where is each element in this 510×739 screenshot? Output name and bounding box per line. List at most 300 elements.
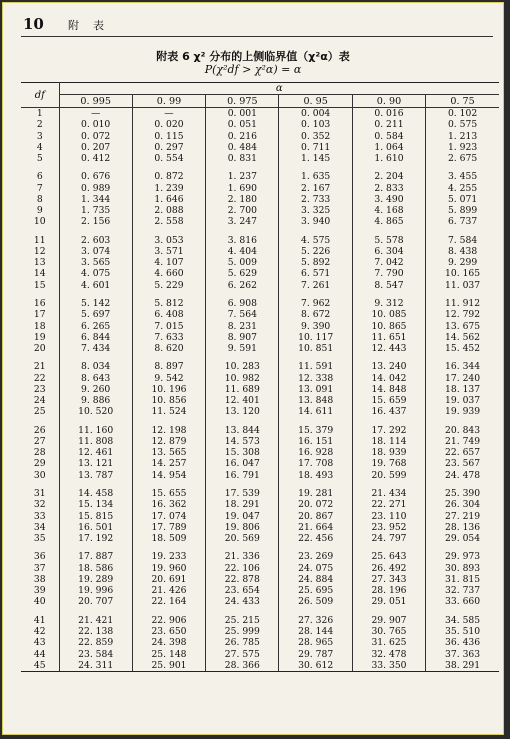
value-cell: 23. 654 [206, 585, 279, 596]
value-cell: 33. 660 [426, 596, 499, 607]
value-cell: 0. 676 [59, 171, 132, 182]
value-cell: 10. 165 [426, 268, 499, 279]
value-cell: 24. 075 [279, 563, 352, 574]
value-cell: 20. 843 [426, 425, 499, 436]
value-cell: 16. 362 [132, 499, 205, 510]
df-header: df [21, 83, 59, 108]
table-row [21, 343, 499, 354]
alpha-column-header: 0. 95 [279, 95, 352, 108]
value-cell: 8. 907 [206, 332, 279, 343]
df-cell: 29 [21, 458, 59, 469]
table-row [21, 257, 499, 268]
value-cell: 30. 612 [279, 660, 352, 672]
table-row [21, 108, 499, 120]
value-cell: 7. 434 [59, 343, 132, 354]
value-cell: 5. 578 [352, 235, 425, 246]
value-cell: 1. 610 [352, 153, 425, 164]
df-cell: 1 [21, 108, 59, 120]
value-cell: 33. 350 [352, 660, 425, 672]
value-cell: 9. 299 [426, 257, 499, 268]
value-cell: 24. 433 [206, 596, 279, 607]
value-cell: 26. 304 [426, 499, 499, 510]
value-cell: 25. 695 [279, 585, 352, 596]
value-cell: 18. 291 [206, 499, 279, 510]
value-cell: 18. 586 [59, 563, 132, 574]
value-cell: 29. 907 [352, 615, 425, 626]
table-row [21, 649, 499, 660]
value-cell: 27. 343 [352, 574, 425, 585]
table-row [21, 563, 499, 574]
value-cell: 23. 567 [426, 458, 499, 469]
value-cell: 3. 571 [132, 246, 205, 257]
value-cell: 13. 787 [59, 470, 132, 481]
value-cell: 4. 255 [426, 183, 499, 194]
df-cell: 38 [21, 574, 59, 585]
df-cell: 18 [21, 321, 59, 332]
value-cell: 1. 237 [206, 171, 279, 182]
value-cell: 27. 575 [206, 649, 279, 660]
value-cell: 6. 908 [206, 298, 279, 309]
value-cell: 23. 650 [132, 626, 205, 637]
value-cell: — [59, 108, 132, 120]
value-cell: 12. 792 [426, 309, 499, 320]
value-cell: 15. 655 [132, 488, 205, 499]
value-cell: 0. 051 [206, 119, 279, 130]
value-cell: 4. 575 [279, 235, 352, 246]
value-cell: 11. 808 [59, 436, 132, 447]
value-cell: 24. 797 [352, 533, 425, 544]
value-cell: 19. 047 [206, 511, 279, 522]
table-row [21, 119, 499, 130]
value-cell: 19. 960 [132, 563, 205, 574]
value-cell: 6. 737 [426, 216, 499, 227]
value-cell: 14. 458 [59, 488, 132, 499]
table-row [21, 280, 499, 291]
page [2, 2, 504, 735]
value-cell: 5. 892 [279, 257, 352, 268]
table-row [21, 309, 499, 320]
value-cell: 15. 452 [426, 343, 499, 354]
value-cell: 21. 336 [206, 551, 279, 562]
alpha-column-header: 0. 75 [426, 95, 499, 108]
value-cell: 1. 213 [426, 131, 499, 142]
value-cell: 4. 404 [206, 246, 279, 257]
df-cell: 43 [21, 637, 59, 648]
df-cell: 28 [21, 447, 59, 458]
df-cell: 41 [21, 615, 59, 626]
value-cell: 2. 733 [279, 194, 352, 205]
value-cell: 14. 562 [426, 332, 499, 343]
df-cell: 21 [21, 361, 59, 372]
value-cell: 8. 672 [279, 309, 352, 320]
table-row [21, 551, 499, 562]
value-cell: 0. 010 [59, 119, 132, 130]
value-cell: 9. 886 [59, 395, 132, 406]
value-cell: 0. 554 [132, 153, 205, 164]
value-cell: 21. 749 [426, 436, 499, 447]
value-cell: 24. 311 [59, 660, 132, 672]
value-cell: 20. 691 [132, 574, 205, 585]
value-cell: 26. 492 [352, 563, 425, 574]
alpha-header: α [59, 83, 499, 95]
value-cell: 10. 520 [59, 406, 132, 417]
group-spacer [21, 481, 499, 488]
table-row [21, 171, 499, 182]
df-cell: 45 [21, 660, 59, 672]
table-row [21, 332, 499, 343]
value-cell: 5. 812 [132, 298, 205, 309]
table-row [21, 596, 499, 607]
value-cell: 10. 283 [206, 361, 279, 372]
value-cell: 2. 700 [206, 205, 279, 216]
value-cell: 5. 009 [206, 257, 279, 268]
value-cell: 0. 103 [279, 119, 352, 130]
value-cell: 11. 651 [352, 332, 425, 343]
value-cell: 28. 196 [352, 585, 425, 596]
value-cell: 13. 675 [426, 321, 499, 332]
value-cell: 2. 167 [279, 183, 352, 194]
alpha-column-header: 0. 99 [132, 95, 205, 108]
group-spacer [21, 544, 499, 551]
table-formula: P(χ²df > χ²α) = α [204, 63, 302, 76]
value-cell: 10. 196 [132, 384, 205, 395]
value-cell: 12. 198 [132, 425, 205, 436]
value-cell: 21. 426 [132, 585, 205, 596]
value-cell: 11. 037 [426, 280, 499, 291]
df-cell: 3 [21, 131, 59, 142]
df-cell: 9 [21, 205, 59, 216]
value-cell: 4. 075 [59, 268, 132, 279]
value-cell: 23. 269 [279, 551, 352, 562]
df-cell: 16 [21, 298, 59, 309]
value-cell: 7. 633 [132, 332, 205, 343]
value-cell: 6. 262 [206, 280, 279, 291]
value-cell: 17. 789 [132, 522, 205, 533]
value-cell: 1. 064 [352, 142, 425, 153]
value-cell: 24. 398 [132, 637, 205, 648]
df-cell: 33 [21, 511, 59, 522]
value-cell: 2. 675 [426, 153, 499, 164]
value-cell: 5. 142 [59, 298, 132, 309]
value-cell: 18. 137 [426, 384, 499, 395]
value-cell: 30. 765 [352, 626, 425, 637]
value-cell: 1. 344 [59, 194, 132, 205]
value-cell: 2. 204 [352, 171, 425, 182]
group-spacer [21, 354, 499, 361]
df-cell: 8 [21, 194, 59, 205]
df-cell: 23 [21, 384, 59, 395]
value-cell: 13. 240 [352, 361, 425, 372]
section-name: 附表 [68, 19, 119, 32]
table-row [21, 522, 499, 533]
table-row [21, 235, 499, 246]
df-cell: 32 [21, 499, 59, 510]
table-row [21, 153, 499, 164]
value-cell: 4. 601 [59, 280, 132, 291]
table-row [21, 183, 499, 194]
df-cell: 31 [21, 488, 59, 499]
alpha-column-header: 0. 995 [59, 95, 132, 108]
value-cell: 10. 865 [352, 321, 425, 332]
value-cell: 6. 844 [59, 332, 132, 343]
table-row [21, 246, 499, 257]
value-cell: 5. 226 [279, 246, 352, 257]
value-cell: 0. 020 [132, 119, 205, 130]
value-cell: 4. 660 [132, 268, 205, 279]
df-cell: 7 [21, 183, 59, 194]
value-cell: 23. 952 [352, 522, 425, 533]
value-cell: 22. 138 [59, 626, 132, 637]
value-cell: 21. 664 [279, 522, 352, 533]
value-cell: 5. 071 [426, 194, 499, 205]
value-cell: 3. 940 [279, 216, 352, 227]
value-cell: 9. 591 [206, 343, 279, 354]
value-cell: 5. 229 [132, 280, 205, 291]
value-cell: 11. 591 [279, 361, 352, 372]
df-cell: 13 [21, 257, 59, 268]
table-row [21, 499, 499, 510]
value-cell: 0. 352 [279, 131, 352, 142]
value-cell: 17. 074 [132, 511, 205, 522]
table-row [21, 574, 499, 585]
value-cell: 19. 233 [132, 551, 205, 562]
table-row [21, 436, 499, 447]
table-row [21, 511, 499, 522]
value-cell: 34. 585 [426, 615, 499, 626]
table-row [21, 142, 499, 153]
value-cell: 22. 106 [206, 563, 279, 574]
value-cell: 5. 697 [59, 309, 132, 320]
value-cell: 10. 085 [352, 309, 425, 320]
value-cell: 9. 390 [279, 321, 352, 332]
value-cell: 29. 973 [426, 551, 499, 562]
value-cell: 3. 247 [206, 216, 279, 227]
value-cell: 7. 261 [279, 280, 352, 291]
value-cell: 7. 042 [352, 257, 425, 268]
value-cell: 0. 211 [352, 119, 425, 130]
df-cell: 44 [21, 649, 59, 660]
value-cell: 24. 884 [279, 574, 352, 585]
value-cell: 0. 584 [352, 131, 425, 142]
chi-square-table [21, 82, 499, 672]
table-row [21, 425, 499, 436]
value-cell: 8. 231 [206, 321, 279, 332]
value-cell: 4. 168 [352, 205, 425, 216]
value-cell: 25. 148 [132, 649, 205, 660]
df-cell: 5 [21, 153, 59, 164]
table-row [21, 321, 499, 332]
value-cell: 20. 072 [279, 499, 352, 510]
df-cell: 27 [21, 436, 59, 447]
value-cell: 22. 859 [59, 637, 132, 648]
value-cell: 11. 160 [59, 425, 132, 436]
value-cell: 25. 643 [352, 551, 425, 562]
value-cell: 3. 074 [59, 246, 132, 257]
value-cell: 7. 962 [279, 298, 352, 309]
value-cell: 22. 657 [426, 447, 499, 458]
df-cell: 25 [21, 406, 59, 417]
df-cell: 19 [21, 332, 59, 343]
table-row [21, 406, 499, 417]
value-cell: 19. 281 [279, 488, 352, 499]
value-cell: 26. 785 [206, 637, 279, 648]
value-cell: 15. 308 [206, 447, 279, 458]
df-cell: 20 [21, 343, 59, 354]
value-cell: 13. 565 [132, 447, 205, 458]
value-cell: 3. 053 [132, 235, 205, 246]
value-cell: 17. 240 [426, 373, 499, 384]
table-row [21, 615, 499, 626]
df-cell: 39 [21, 585, 59, 596]
value-cell: 6. 265 [59, 321, 132, 332]
value-cell: 2. 558 [132, 216, 205, 227]
value-cell: 12. 461 [59, 447, 132, 458]
table-row [21, 458, 499, 469]
value-cell: 0. 004 [279, 108, 352, 120]
value-cell: 6. 304 [352, 246, 425, 257]
table-row [21, 488, 499, 499]
value-cell: 1. 239 [132, 183, 205, 194]
value-cell: 9. 260 [59, 384, 132, 395]
value-cell: 3. 565 [59, 257, 132, 268]
value-cell: 3. 490 [352, 194, 425, 205]
value-cell: 10. 117 [279, 332, 352, 343]
value-cell: 0. 831 [206, 153, 279, 164]
value-cell: 14. 848 [352, 384, 425, 395]
value-cell: 18. 509 [132, 533, 205, 544]
value-cell: 12. 879 [132, 436, 205, 447]
value-cell: 8. 034 [59, 361, 132, 372]
value-cell: 23. 584 [59, 649, 132, 660]
value-cell: 1. 690 [206, 183, 279, 194]
alpha-column-header: 0. 90 [352, 95, 425, 108]
value-cell: 28. 144 [279, 626, 352, 637]
df-cell: 14 [21, 268, 59, 279]
value-cell: 0. 016 [352, 108, 425, 120]
value-cell: 25. 901 [132, 660, 205, 672]
value-cell: 25. 390 [426, 488, 499, 499]
table-title: 附表 6 χ² 分布的上侧临界值（χ²α）表 [156, 50, 350, 63]
value-cell: 19. 806 [206, 522, 279, 533]
value-cell: 23. 110 [352, 511, 425, 522]
value-cell: 0. 872 [132, 171, 205, 182]
value-cell: 16. 047 [206, 458, 279, 469]
table-row [21, 373, 499, 384]
value-cell: 22. 271 [352, 499, 425, 510]
value-cell: 8. 620 [132, 343, 205, 354]
value-cell: 35. 510 [426, 626, 499, 637]
value-cell: 4. 107 [132, 257, 205, 268]
df-cell: 4 [21, 142, 59, 153]
value-cell: 2. 833 [352, 183, 425, 194]
value-cell: 11. 912 [426, 298, 499, 309]
table-row [21, 395, 499, 406]
value-cell: 22. 456 [279, 533, 352, 544]
value-cell: 25. 999 [206, 626, 279, 637]
value-cell: 8. 438 [426, 246, 499, 257]
value-cell: 16. 501 [59, 522, 132, 533]
value-cell: 0. 711 [279, 142, 352, 153]
value-cell: 29. 051 [352, 596, 425, 607]
value-cell: 29. 787 [279, 649, 352, 660]
value-cell: 0. 115 [132, 131, 205, 142]
df-cell: 37 [21, 563, 59, 574]
value-cell: 17. 539 [206, 488, 279, 499]
value-cell: 19. 768 [352, 458, 425, 469]
value-cell: 28. 965 [279, 637, 352, 648]
table-row [21, 361, 499, 372]
value-cell: 36. 436 [426, 637, 499, 648]
table-row [21, 660, 499, 672]
value-cell: 1. 635 [279, 171, 352, 182]
page-number: 10 [23, 15, 44, 33]
value-cell: 14. 611 [279, 406, 352, 417]
value-cell: 13. 091 [279, 384, 352, 395]
table-row [21, 268, 499, 279]
value-cell: 0. 484 [206, 142, 279, 153]
value-cell: 1. 646 [132, 194, 205, 205]
value-cell: 10. 851 [279, 343, 352, 354]
value-cell: 31. 815 [426, 574, 499, 585]
value-cell: 5. 899 [426, 205, 499, 216]
value-cell: 8. 547 [352, 280, 425, 291]
running-header [23, 15, 118, 33]
df-cell: 2 [21, 119, 59, 130]
value-cell: 12. 338 [279, 373, 352, 384]
value-cell: 9. 542 [132, 373, 205, 384]
value-cell: 2. 088 [132, 205, 205, 216]
value-cell: 17. 292 [352, 425, 425, 436]
value-cell: 28. 136 [426, 522, 499, 533]
value-cell: 27. 219 [426, 511, 499, 522]
value-cell: 18. 939 [352, 447, 425, 458]
value-cell: 14. 257 [132, 458, 205, 469]
group-spacer [21, 291, 499, 298]
table-row [21, 384, 499, 395]
value-cell: 2. 180 [206, 194, 279, 205]
value-cell: 17. 192 [59, 533, 132, 544]
value-cell: 15. 815 [59, 511, 132, 522]
df-cell: 17 [21, 309, 59, 320]
value-cell: 31. 625 [352, 637, 425, 648]
table-row [21, 298, 499, 309]
value-cell: 22. 164 [132, 596, 205, 607]
value-cell: 1. 923 [426, 142, 499, 153]
value-cell: 12. 401 [206, 395, 279, 406]
value-cell: 18. 493 [279, 470, 352, 481]
group-spacer [21, 228, 499, 235]
value-cell: 27. 326 [279, 615, 352, 626]
df-cell: 11 [21, 235, 59, 246]
group-spacer [21, 608, 499, 615]
value-cell: 11. 524 [132, 406, 205, 417]
df-cell: 34 [21, 522, 59, 533]
df-cell: 26 [21, 425, 59, 436]
value-cell: 15. 134 [59, 499, 132, 510]
value-cell: 0. 575 [426, 119, 499, 130]
table-row [21, 194, 499, 205]
value-cell: 21. 421 [59, 615, 132, 626]
value-cell: 12. 443 [352, 343, 425, 354]
df-cell: 15 [21, 280, 59, 291]
value-cell: 13. 120 [206, 406, 279, 417]
value-cell: 0. 102 [426, 108, 499, 120]
value-cell: 19. 037 [426, 395, 499, 406]
group-spacer [21, 164, 499, 171]
value-cell: 16. 791 [206, 470, 279, 481]
value-cell: 15. 379 [279, 425, 352, 436]
value-cell: 32. 737 [426, 585, 499, 596]
